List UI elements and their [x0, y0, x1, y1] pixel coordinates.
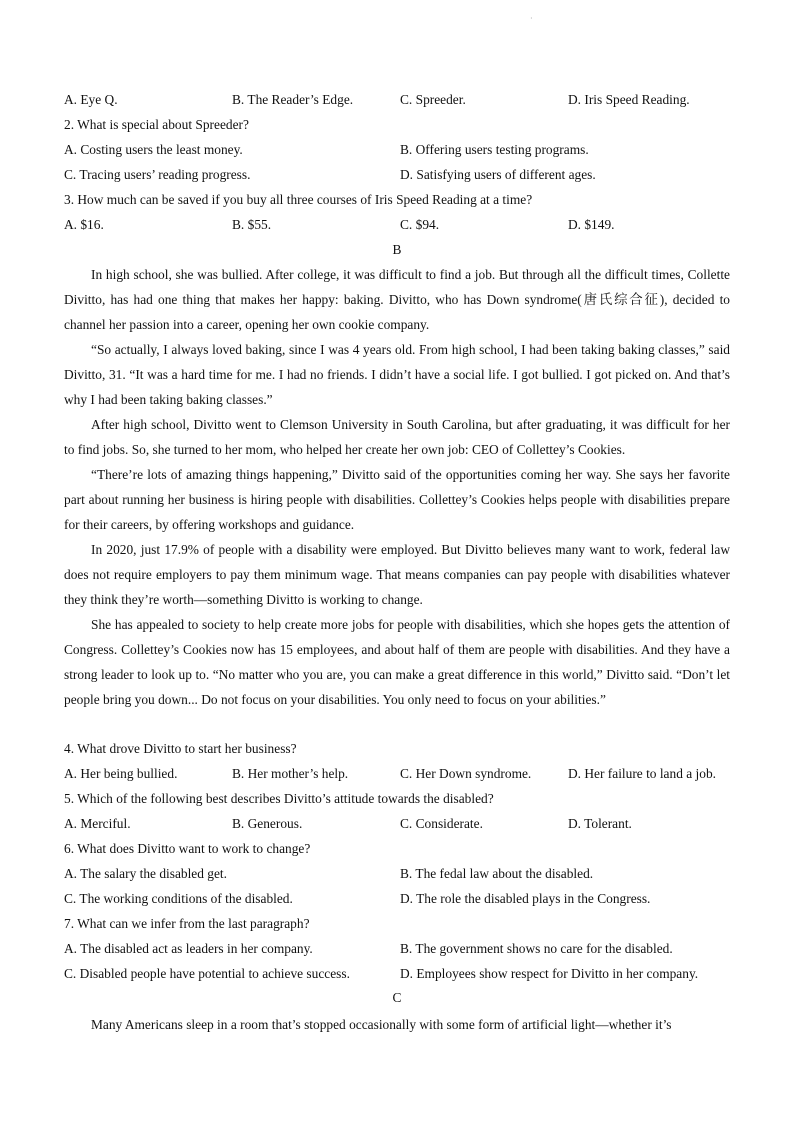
- q3-option-a[interactable]: A. $16.: [64, 217, 104, 232]
- passage-b-paragraph-6: She has appealed to society to help create more jobs for people with disabilities, which she hopes gets the attention of Congress. Collettey’s Cookies now has 15 employees, and about half of them are people with disabilities. And they have a strong leader to look up to. “No matter who you are, you can make a great difference in this world,” Divitto said. “Don’t let people bring you down... Do not focus on your disabilities. You only need to focus on your abilities.”: [64, 617, 730, 707]
- q6-question: 6. What does Divitto want to work to change?: [64, 841, 311, 856]
- q1-option-b[interactable]: B. The Reader’s Edge.: [232, 92, 354, 107]
- passage-b-paragraph-2: “So actually, I always loved baking, since I was 4 years old. From high school, I had been taking baking classes,” said Divitto, 31. “It was a hard time for me. I had no friends. I didn’t have a social life. I got bullied. I got picked on. And that’s why I had been taking baking classes.”: [64, 342, 730, 407]
- section-c-heading: C: [392, 990, 402, 1005]
- q5-question: 5. Which of the following best describes Divitto’s attitude towards the disabled?: [64, 791, 494, 806]
- q6-option-d[interactable]: D. The role the disabled plays in the Congress.: [400, 891, 651, 906]
- q4-option-c[interactable]: C. Her Down syndrome.: [400, 766, 532, 781]
- q6-option-a[interactable]: A. The salary the disabled get.: [64, 866, 227, 881]
- q6-option-c[interactable]: C. The working conditions of the disabled.: [64, 891, 293, 906]
- passage-c-paragraph-1: Many Americans sleep in a room that’s stopped occasionally with some form of artificial light—whether it’s: [91, 1017, 672, 1032]
- q5-option-d[interactable]: D. Tolerant.: [568, 816, 632, 831]
- q3-option-c[interactable]: C. $94.: [400, 217, 440, 232]
- q7-option-d[interactable]: D. Employees show respect for Divitto in her company.: [400, 966, 699, 981]
- q4-option-a[interactable]: A. Her being bullied.: [64, 766, 178, 781]
- q6-option-b[interactable]: B. The fedal law about the disabled.: [400, 866, 594, 881]
- q4-option-d[interactable]: D. Her failure to land a job.: [568, 766, 716, 781]
- q5-option-a[interactable]: A. Merciful.: [64, 816, 131, 831]
- q7-option-b[interactable]: B. The government shows no care for the disabled.: [400, 941, 673, 956]
- q7-option-c[interactable]: C. Disabled people have potential to achieve success.: [64, 966, 350, 981]
- q2-option-b[interactable]: B. Offering users testing programs.: [400, 142, 589, 157]
- q1-option-d[interactable]: D. Iris Speed Reading.: [568, 92, 690, 107]
- section-b-heading: B: [392, 242, 402, 257]
- passage-b-paragraph-1: In high school, she was bullied. After college, it was difficult to find a job. But through all the difficult times, Collette Divitto, has had one thing that makes her happy: baking. Divitto, who has Down syndrome(唐氏综合征), decided to channel her passion into a career, opening her own cookie company.: [64, 267, 730, 332]
- q4-question: 4. What drove Divitto to start her business?: [64, 741, 297, 756]
- q2-question: 2. What is special about Spreeder?: [64, 117, 249, 132]
- q3-question: 3. How much can be saved if you buy all three courses of Iris Speed Reading at a time?: [64, 192, 533, 207]
- q1-option-a[interactable]: A. Eye Q.: [64, 92, 118, 107]
- q2-option-d[interactable]: D. Satisfying users of different ages.: [400, 167, 596, 182]
- q7-option-a[interactable]: A. The disabled act as leaders in her company.: [64, 941, 313, 956]
- q2-option-c[interactable]: C. Tracing users’ reading progress.: [64, 167, 251, 182]
- q7-question: 7. What can we infer from the last paragraph?: [64, 916, 310, 931]
- q4-option-b[interactable]: B. Her mother’s help.: [232, 766, 349, 781]
- passage-b-paragraph-4: “There’re lots of amazing things happening,” Divitto said of the opportunities coming her way. She says her favorite part about running her business is hiring people with disabilities. Collettey’s Cookies helps people with disabilities prepare for their careers, by offering workshops and guidance.: [64, 467, 730, 532]
- q1-option-c[interactable]: C. Spreeder.: [400, 92, 466, 107]
- q2-option-a[interactable]: A. Costing users the least money.: [64, 142, 243, 157]
- passage-b-paragraph-3: After high school, Divitto went to Clemson University in South Carolina, but after graduating, it was difficult for her to find jobs. So, she turned to her mom, who helped her create her own job: CEO of Collettey’s Cookies.: [64, 417, 730, 457]
- scan-mark: ·: [530, 14, 533, 23]
- q3-option-b[interactable]: B. $55.: [232, 217, 272, 232]
- q5-option-c[interactable]: C. Considerate.: [400, 816, 483, 831]
- q3-option-d[interactable]: D. $149.: [568, 217, 615, 232]
- passage-b-paragraph-5: In 2020, just 17.9% of people with a disability were employed. But Divitto believes many want to work, federal law does not require employers to pay them minimum wage. That means companies can pay people with disabilities whatever they think they’re worth—something Divitto is working to change.: [64, 542, 730, 607]
- q5-option-b[interactable]: B. Generous.: [232, 816, 303, 831]
